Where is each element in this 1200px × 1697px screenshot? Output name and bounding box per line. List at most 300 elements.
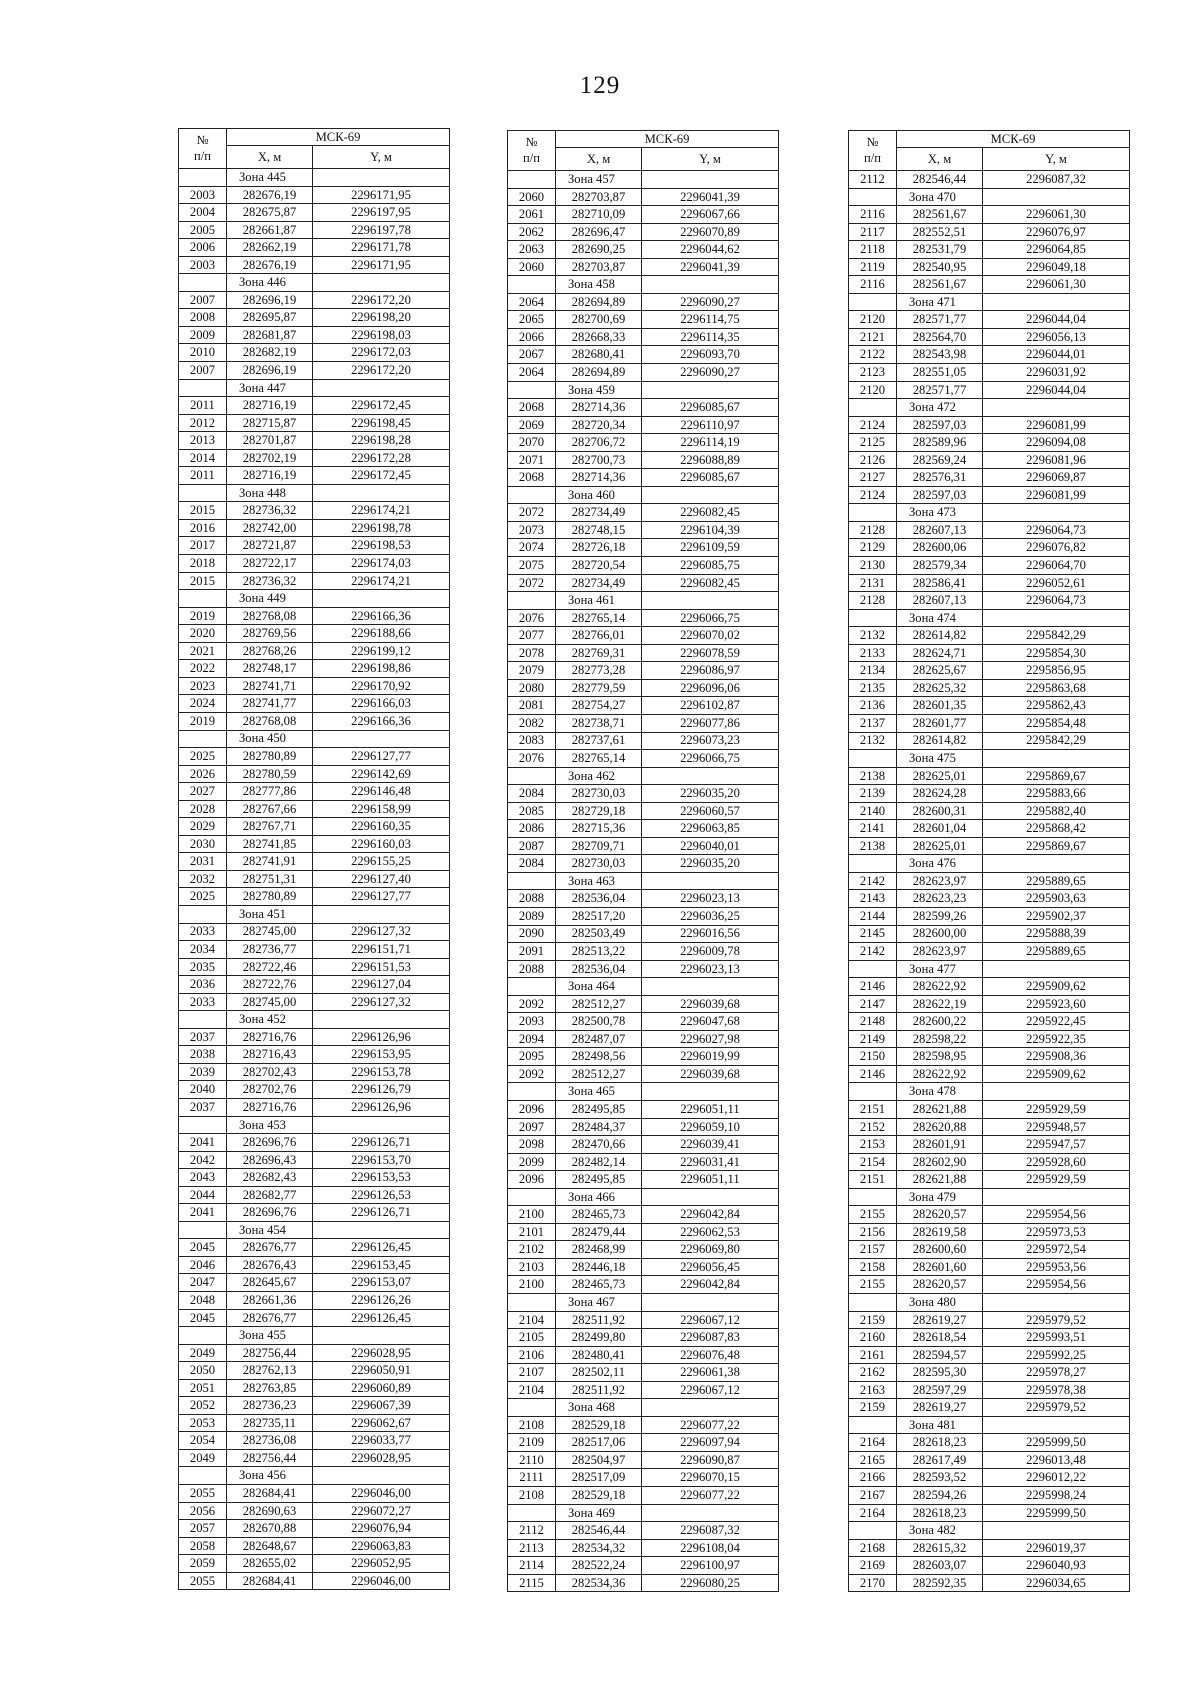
coordinate-x: 282600,60 xyxy=(897,1241,983,1259)
coordinates-table-1 xyxy=(178,128,450,1590)
coordinate-y: 2296077,86 xyxy=(642,714,779,732)
point-row xyxy=(849,592,1130,610)
zone-empty-cell xyxy=(642,872,779,890)
point-number: 2101 xyxy=(508,1223,556,1241)
point-number: 2142 xyxy=(849,872,897,890)
coordinate-x: 282618,23 xyxy=(897,1434,983,1452)
coordinate-x: 282780,89 xyxy=(227,888,313,906)
point-number: 2108 xyxy=(508,1416,556,1434)
coordinate-y: 2296126,96 xyxy=(313,1098,450,1116)
coordinate-y: 2296126,45 xyxy=(313,1239,450,1257)
point-number: 2093 xyxy=(508,1013,556,1031)
coordinate-y: 2296166,03 xyxy=(313,695,450,713)
point-number: 2050 xyxy=(179,1362,227,1380)
coordinate-x: 282607,13 xyxy=(897,592,983,610)
coordinate-y: 2296039,68 xyxy=(642,1065,779,1083)
coordinate-x: 282618,54 xyxy=(897,1329,983,1347)
point-row xyxy=(508,451,779,469)
zone-label: Зона 471 xyxy=(897,293,983,311)
point-number: 2159 xyxy=(849,1399,897,1417)
point-row xyxy=(849,907,1130,925)
point-number: 2063 xyxy=(508,241,556,259)
coordinate-x: 282730,03 xyxy=(556,855,642,873)
point-number: 2054 xyxy=(179,1432,227,1450)
point-row xyxy=(849,872,1130,890)
point-row xyxy=(179,555,450,573)
point-number: 2048 xyxy=(179,1292,227,1310)
zone-empty-cell xyxy=(849,504,897,522)
coordinate-y: 2296035,20 xyxy=(642,855,779,873)
coordinate-y: 2295978,27 xyxy=(983,1364,1130,1382)
zone-empty-cell xyxy=(983,960,1130,978)
zone-empty-cell xyxy=(983,188,1130,206)
coordinate-y: 2296036,25 xyxy=(642,907,779,925)
coordinate-x: 282756,44 xyxy=(227,1449,313,1467)
point-number: 2024 xyxy=(179,695,227,713)
zone-empty-cell xyxy=(642,171,779,189)
coordinate-x: 282690,63 xyxy=(227,1502,313,1520)
header-y: Y, м xyxy=(642,148,779,171)
point-number: 2126 xyxy=(849,451,897,469)
point-row xyxy=(849,1206,1130,1224)
zone-label: Зона 467 xyxy=(556,1294,642,1312)
coordinate-y: 2295923,60 xyxy=(983,995,1130,1013)
coordinate-y: 2295999,50 xyxy=(983,1504,1130,1522)
point-row xyxy=(508,943,779,961)
coordinate-y: 2296127,77 xyxy=(313,748,450,766)
point-row xyxy=(849,1381,1130,1399)
zone-empty-cell xyxy=(983,504,1130,522)
point-row xyxy=(849,785,1130,803)
coordinate-y: 2296188,66 xyxy=(313,625,450,643)
point-number: 2097 xyxy=(508,1118,556,1136)
coordinate-x: 282722,46 xyxy=(227,958,313,976)
coordinate-x: 282618,23 xyxy=(897,1504,983,1522)
coordinate-y: 2296028,95 xyxy=(313,1344,450,1362)
point-row xyxy=(179,204,450,222)
point-number: 2084 xyxy=(508,785,556,803)
coordinate-x: 282620,88 xyxy=(897,1118,983,1136)
coordinate-x: 282512,27 xyxy=(556,1065,642,1083)
point-row xyxy=(508,1276,779,1294)
coordinate-y: 2296044,62 xyxy=(642,241,779,259)
point-number: 2113 xyxy=(508,1539,556,1557)
point-number: 2155 xyxy=(849,1206,897,1224)
coordinate-x: 282511,92 xyxy=(556,1381,642,1399)
coordinate-x: 282716,43 xyxy=(227,1046,313,1064)
coordinate-y: 2296174,21 xyxy=(313,572,450,590)
zone-empty-cell xyxy=(983,1188,1130,1206)
coordinate-x: 282621,88 xyxy=(897,1100,983,1118)
coordinate-y: 2296076,82 xyxy=(983,539,1130,557)
coordinate-x: 282513,22 xyxy=(556,943,642,961)
coordinate-x: 282701,87 xyxy=(227,432,313,450)
header-x: X, м xyxy=(897,148,983,171)
point-number: 2041 xyxy=(179,1134,227,1152)
point-number: 2144 xyxy=(849,907,897,925)
point-number: 2026 xyxy=(179,765,227,783)
coordinate-x: 282735,11 xyxy=(227,1414,313,1432)
zone-empty-cell xyxy=(508,872,556,890)
zone-empty-cell xyxy=(313,169,450,187)
point-number: 2083 xyxy=(508,732,556,750)
point-row xyxy=(179,502,450,520)
point-number: 2025 xyxy=(179,748,227,766)
coordinate-y: 2296114,35 xyxy=(642,328,779,346)
coordinate-x: 282465,73 xyxy=(556,1206,642,1224)
coordinate-x: 282768,08 xyxy=(227,712,313,730)
point-number: 2077 xyxy=(508,627,556,645)
point-number: 2138 xyxy=(849,767,897,785)
coordinate-y: 2295979,52 xyxy=(983,1399,1130,1417)
coordinate-y: 2295842,29 xyxy=(983,627,1130,645)
coordinate-y: 2296040,93 xyxy=(983,1557,1130,1575)
point-row xyxy=(508,1557,779,1575)
coordinate-x: 282598,95 xyxy=(897,1048,983,1066)
point-row xyxy=(179,344,450,362)
point-number: 2069 xyxy=(508,416,556,434)
point-number: 2164 xyxy=(849,1504,897,1522)
coordinate-y: 2296061,38 xyxy=(642,1364,779,1382)
zone-row xyxy=(179,379,450,397)
point-number: 2005 xyxy=(179,221,227,239)
point-row xyxy=(179,835,450,853)
point-number: 2037 xyxy=(179,1098,227,1116)
point-number: 2088 xyxy=(508,890,556,908)
coordinate-y: 2296153,07 xyxy=(313,1274,450,1292)
coordinate-y: 2296126,71 xyxy=(313,1134,450,1152)
point-row xyxy=(179,1414,450,1432)
point-row xyxy=(849,381,1130,399)
coordinate-y: 2296153,70 xyxy=(313,1151,450,1169)
zone-label: Зона 463 xyxy=(556,872,642,890)
coordinate-x: 282645,67 xyxy=(227,1274,313,1292)
point-row xyxy=(179,993,450,1011)
coordinate-y: 2296127,32 xyxy=(313,923,450,941)
coordinate-y: 2295929,59 xyxy=(983,1171,1130,1189)
point-row xyxy=(508,609,779,627)
coordinate-x: 282592,35 xyxy=(897,1574,983,1592)
coordinate-x: 282468,99 xyxy=(556,1241,642,1259)
zone-empty-cell xyxy=(508,171,556,189)
coordinate-x: 282748,17 xyxy=(227,660,313,678)
point-number: 2120 xyxy=(849,311,897,329)
point-number: 2141 xyxy=(849,820,897,838)
point-number: 2016 xyxy=(179,519,227,537)
coordinate-y: 2296064,73 xyxy=(983,592,1130,610)
point-row xyxy=(508,785,779,803)
coordinate-y: 2296110,97 xyxy=(642,416,779,434)
zone-label: Зона 475 xyxy=(897,750,983,768)
coordinate-y: 2295842,29 xyxy=(983,732,1130,750)
coordinate-y: 2296052,95 xyxy=(313,1555,450,1573)
zone-empty-cell xyxy=(313,1327,450,1345)
coordinate-y: 2296198,28 xyxy=(313,432,450,450)
coordinate-y: 2296070,02 xyxy=(642,627,779,645)
point-number: 2014 xyxy=(179,449,227,467)
coordinate-y: 2296127,04 xyxy=(313,976,450,994)
header-coordinate-system: МСК-69 xyxy=(556,131,779,148)
coordinate-x: 282601,35 xyxy=(897,697,983,715)
coordinate-y: 2296126,53 xyxy=(313,1186,450,1204)
coordinate-y: 2296197,95 xyxy=(313,204,450,222)
zone-row xyxy=(508,592,779,610)
point-row xyxy=(849,1013,1130,1031)
coordinate-y: 2296172,20 xyxy=(313,362,450,380)
zone-empty-cell xyxy=(642,767,779,785)
point-row xyxy=(508,188,779,206)
coordinate-x: 282721,87 xyxy=(227,537,313,555)
point-number: 2004 xyxy=(179,204,227,222)
point-number: 2075 xyxy=(508,557,556,575)
coordinate-y: 2295903,63 xyxy=(983,890,1130,908)
zone-label: Зона 479 xyxy=(897,1188,983,1206)
coordinate-x: 282482,14 xyxy=(556,1153,642,1171)
zone-label: Зона 455 xyxy=(227,1327,313,1345)
coordinate-x: 282668,33 xyxy=(556,328,642,346)
point-row xyxy=(179,1572,450,1590)
coordinate-x: 282765,14 xyxy=(556,750,642,768)
zone-label: Зона 447 xyxy=(227,379,313,397)
point-row xyxy=(508,890,779,908)
point-number: 2023 xyxy=(179,677,227,695)
point-row xyxy=(508,1030,779,1048)
point-row xyxy=(849,486,1130,504)
coordinate-y: 2296063,83 xyxy=(313,1537,450,1555)
zone-label: Зона 464 xyxy=(556,978,642,996)
point-number: 2147 xyxy=(849,995,897,1013)
coordinate-y: 2296049,18 xyxy=(983,258,1130,276)
zone-row xyxy=(179,730,450,748)
point-number: 2079 xyxy=(508,662,556,680)
point-number: 2127 xyxy=(849,469,897,487)
coordinate-x: 282762,13 xyxy=(227,1362,313,1380)
coordinate-x: 282534,36 xyxy=(556,1574,642,1592)
point-row xyxy=(179,519,450,537)
point-number: 2022 xyxy=(179,660,227,678)
zone-empty-cell xyxy=(642,978,779,996)
zone-empty-cell xyxy=(179,274,227,292)
coordinate-x: 282543,98 xyxy=(897,346,983,364)
coordinate-y: 2296126,26 xyxy=(313,1292,450,1310)
coordinate-x: 282729,18 xyxy=(556,802,642,820)
coordinate-y: 2296127,32 xyxy=(313,993,450,1011)
point-row xyxy=(849,1136,1130,1154)
coordinate-y: 2295973,53 xyxy=(983,1223,1130,1241)
point-number: 2043 xyxy=(179,1169,227,1187)
zone-row xyxy=(508,1083,779,1101)
zone-row xyxy=(179,1467,450,1485)
coordinate-y: 2295888,39 xyxy=(983,925,1130,943)
point-number: 2155 xyxy=(849,1276,897,1294)
coordinate-y: 2296012,22 xyxy=(983,1469,1130,1487)
header-y: Y, м xyxy=(983,148,1130,171)
coordinate-x: 282601,04 xyxy=(897,820,983,838)
point-number: 2030 xyxy=(179,835,227,853)
coordinate-y: 2296042,84 xyxy=(642,1206,779,1224)
point-number: 2167 xyxy=(849,1487,897,1505)
point-row xyxy=(508,907,779,925)
point-number: 2052 xyxy=(179,1397,227,1415)
point-row xyxy=(849,820,1130,838)
zone-empty-cell xyxy=(508,1399,556,1417)
point-row xyxy=(508,1311,779,1329)
point-number: 2156 xyxy=(849,1223,897,1241)
point-number: 2153 xyxy=(849,1136,897,1154)
coordinate-y: 2295992,25 xyxy=(983,1346,1130,1364)
zone-label: Зона 462 xyxy=(556,767,642,785)
table-header xyxy=(179,129,450,169)
coordinate-x: 282745,00 xyxy=(227,993,313,1011)
coordinate-y: 2295869,67 xyxy=(983,837,1130,855)
point-number: 2146 xyxy=(849,978,897,996)
coordinate-x: 282751,31 xyxy=(227,870,313,888)
point-row xyxy=(849,328,1130,346)
coordinate-y: 2296090,27 xyxy=(642,293,779,311)
point-number: 2148 xyxy=(849,1013,897,1031)
zone-row xyxy=(849,188,1130,206)
coordinate-x: 282589,96 xyxy=(897,434,983,452)
point-number: 2064 xyxy=(508,364,556,382)
zone-row xyxy=(179,590,450,608)
point-number: 2060 xyxy=(508,188,556,206)
point-row xyxy=(849,1100,1130,1118)
coordinate-x: 282479,44 xyxy=(556,1223,642,1241)
coordinate-x: 282734,49 xyxy=(556,574,642,592)
coordinate-x: 282655,02 xyxy=(227,1555,313,1573)
point-number: 2149 xyxy=(849,1030,897,1048)
coordinate-y: 2296028,95 xyxy=(313,1449,450,1467)
point-row xyxy=(179,1151,450,1169)
point-row xyxy=(508,539,779,557)
zone-row xyxy=(849,750,1130,768)
coordinate-y: 2296158,99 xyxy=(313,800,450,818)
point-number: 2013 xyxy=(179,432,227,450)
coordinate-y: 2295972,54 xyxy=(983,1241,1130,1259)
point-row xyxy=(849,364,1130,382)
point-row xyxy=(849,1030,1130,1048)
coordinate-y: 2296044,04 xyxy=(983,311,1130,329)
zone-empty-cell xyxy=(642,1504,779,1522)
coordinate-y: 2296047,68 xyxy=(642,1013,779,1031)
coordinate-y: 2296108,04 xyxy=(642,1539,779,1557)
coordinate-x: 282594,26 xyxy=(897,1487,983,1505)
zone-empty-cell xyxy=(313,274,450,292)
point-number: 2094 xyxy=(508,1030,556,1048)
point-number: 2133 xyxy=(849,644,897,662)
point-number: 2139 xyxy=(849,785,897,803)
coordinate-x: 282597,03 xyxy=(897,486,983,504)
point-number: 2096 xyxy=(508,1100,556,1118)
point-row xyxy=(508,258,779,276)
coordinate-y: 2296051,11 xyxy=(642,1171,779,1189)
coordinate-y: 2296198,86 xyxy=(313,660,450,678)
point-row xyxy=(849,1118,1130,1136)
point-number: 2076 xyxy=(508,750,556,768)
coordinate-y: 2296050,91 xyxy=(313,1362,450,1380)
point-number: 2012 xyxy=(179,414,227,432)
coordinate-y: 2296046,00 xyxy=(313,1572,450,1590)
zone-label: Зона 453 xyxy=(227,1116,313,1134)
point-row xyxy=(849,1276,1130,1294)
point-row xyxy=(508,1381,779,1399)
header-y: Y, м xyxy=(313,146,450,169)
zone-label: Зона 461 xyxy=(556,592,642,610)
point-row xyxy=(179,660,450,678)
point-number: 2152 xyxy=(849,1118,897,1136)
coordinate-x: 282495,85 xyxy=(556,1100,642,1118)
coordinate-x: 282777,86 xyxy=(227,783,313,801)
table-header xyxy=(508,131,779,171)
coordinate-x: 282738,71 xyxy=(556,714,642,732)
point-number: 2163 xyxy=(849,1381,897,1399)
coordinate-x: 282561,67 xyxy=(897,206,983,224)
point-number: 2039 xyxy=(179,1063,227,1081)
coordinate-y: 2295954,56 xyxy=(983,1276,1130,1294)
point-number: 2170 xyxy=(849,1574,897,1592)
coordinate-y: 2296146,48 xyxy=(313,783,450,801)
zone-empty-cell xyxy=(179,1467,227,1485)
coordinate-y: 2296172,20 xyxy=(313,291,450,309)
zone-label: Зона 459 xyxy=(556,381,642,399)
point-number: 2017 xyxy=(179,537,227,555)
zone-row xyxy=(849,1083,1130,1101)
point-row xyxy=(849,434,1130,452)
point-row xyxy=(508,1153,779,1171)
zone-empty-cell xyxy=(983,855,1130,873)
coordinate-x: 282754,27 xyxy=(556,697,642,715)
point-row xyxy=(849,943,1130,961)
point-row xyxy=(179,1379,450,1397)
zone-label: Зона 474 xyxy=(897,609,983,627)
point-number: 2108 xyxy=(508,1487,556,1505)
point-number: 2029 xyxy=(179,818,227,836)
zone-empty-cell xyxy=(508,1294,556,1312)
point-row xyxy=(849,171,1130,189)
zone-label: Зона 445 xyxy=(227,169,313,187)
header-number-symbol: № xyxy=(866,135,879,150)
point-number: 2086 xyxy=(508,820,556,838)
coordinate-y: 2296198,78 xyxy=(313,519,450,537)
point-row xyxy=(179,186,450,204)
point-row xyxy=(849,978,1130,996)
coordinate-y: 2296198,03 xyxy=(313,326,450,344)
point-row xyxy=(179,888,450,906)
zone-label: Зона 460 xyxy=(556,486,642,504)
point-row xyxy=(179,1344,450,1362)
point-row xyxy=(849,1574,1130,1592)
point-row xyxy=(508,311,779,329)
coordinate-x: 282695,87 xyxy=(227,309,313,327)
point-number: 2151 xyxy=(849,1100,897,1118)
point-number: 2078 xyxy=(508,644,556,662)
coordinate-y: 2296081,99 xyxy=(983,486,1130,504)
coordinate-x: 282768,26 xyxy=(227,642,313,660)
coordinate-y: 2296126,79 xyxy=(313,1081,450,1099)
coordinate-y: 2295978,38 xyxy=(983,1381,1130,1399)
point-number: 2021 xyxy=(179,642,227,660)
point-row xyxy=(508,820,779,838)
header-number xyxy=(849,131,897,171)
coordinate-x: 282670,88 xyxy=(227,1520,313,1538)
point-row xyxy=(179,291,450,309)
point-number: 2137 xyxy=(849,714,897,732)
point-number: 2151 xyxy=(849,1171,897,1189)
point-row xyxy=(508,469,779,487)
coordinate-x: 282512,27 xyxy=(556,995,642,1013)
point-number: 2165 xyxy=(849,1451,897,1469)
point-row xyxy=(508,1136,779,1154)
